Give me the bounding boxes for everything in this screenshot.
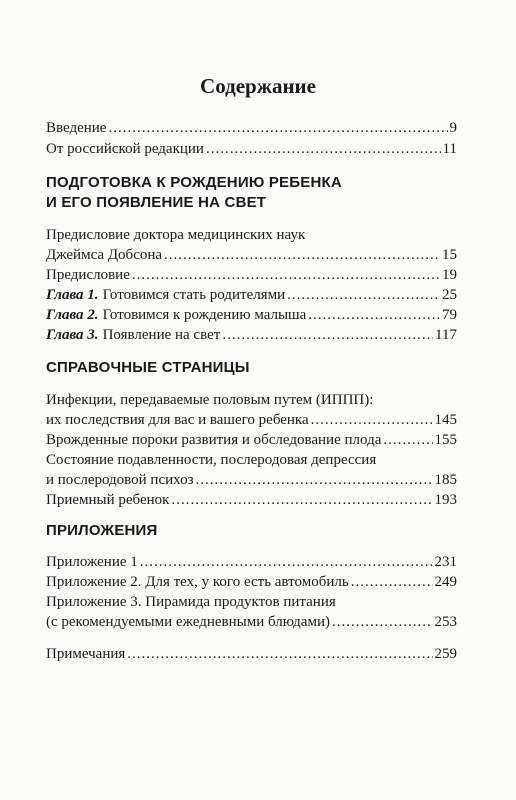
entry-page: 15: [442, 247, 457, 263]
entry-label: и послеродовой психоз: [46, 472, 194, 488]
leader-dots: [132, 266, 440, 284]
leader-dots: [351, 573, 433, 591]
entry-page: 155: [434, 432, 457, 448]
toc-entry-chapter-1[interactable]: [46, 286, 457, 304]
entry-label: Джеймса Добсона: [46, 247, 163, 263]
leader-dots: [383, 431, 432, 449]
toc-entry-foreword-line1[interactable]: Предисловие доктора медицинских наук: [46, 227, 306, 243]
toc-entry-appendix-3[interactable]: [46, 613, 457, 631]
entry-page: 25: [442, 287, 457, 303]
entry-page: 185: [434, 472, 457, 488]
entry-label: Приемный ребенок: [46, 492, 170, 508]
toc-entry-appendix-1[interactable]: [46, 553, 457, 571]
leader-dots: [127, 645, 432, 663]
toc-entry-depression[interactable]: [46, 471, 457, 489]
toc-entry-appendix-2[interactable]: [46, 573, 457, 591]
section-heading-appendices: ПРИЛОЖЕНИЯ: [46, 522, 158, 539]
toc-entry-stds-line1[interactable]: Инфекции, передаваемые половым путем (ИППП):: [46, 392, 374, 408]
entry-page: 231: [434, 554, 457, 570]
entry-page: 145: [434, 412, 457, 428]
leader-dots: [287, 286, 440, 304]
chapter-number: Глава 2.: [46, 307, 99, 323]
entry-label: Появление на свет: [102, 327, 221, 343]
chapter-number: Глава 3.: [46, 327, 99, 343]
entry-label: Врожденные пороки развития и обследование плода: [46, 432, 382, 448]
toc-entry-preface[interactable]: [46, 266, 457, 284]
entry-label: Приложение 1: [46, 554, 138, 570]
entry-page: 253: [434, 614, 457, 630]
toc-entry-depression-line1[interactable]: Состояние подавленности, послеродовая депрессия: [46, 452, 377, 468]
entry-page: 79: [442, 307, 457, 323]
entry-label: (с рекомендуемыми ежедневными блюдами): [46, 614, 330, 630]
leader-dots: [140, 553, 433, 571]
entry-label: Предисловие: [46, 267, 130, 283]
toc-entry-adopted-child[interactable]: [46, 491, 457, 509]
entry-label: Примечания: [46, 646, 126, 662]
entry-label: Приложение 2. Для тех, у кого есть автомобиль: [46, 574, 349, 590]
entry-page: 249: [434, 574, 457, 590]
toc-entry-introduction[interactable]: [46, 119, 457, 137]
section-heading-reference: СПРАВОЧНЫЕ СТРАНИЦЫ: [46, 359, 250, 376]
leader-dots: [222, 326, 433, 344]
entry-label: От российской редакции: [46, 141, 204, 157]
leader-dots: [311, 411, 433, 429]
entry-page: 117: [435, 327, 457, 343]
section-heading-preparation-line2: И ЕГО ПОЯВЛЕНИЕ НА СВЕТ: [46, 194, 267, 211]
entry-label: их последствия для вас и вашего ребенка: [46, 412, 309, 428]
toc-entry-foreword[interactable]: [46, 246, 457, 264]
entry-label: Введение: [46, 120, 107, 136]
entry-label: Готовимся к рождению малыша: [102, 307, 307, 323]
leader-dots: [206, 140, 441, 158]
toc-entry-stds[interactable]: [46, 411, 457, 429]
entry-page: 19: [442, 267, 457, 283]
entry-page: 193: [434, 492, 457, 508]
toc-entry-chapter-3[interactable]: [46, 326, 457, 344]
toc-entry-notes[interactable]: [46, 645, 457, 663]
toc-entry-russian-edition[interactable]: [46, 140, 457, 158]
entry-page: 259: [434, 646, 457, 662]
leader-dots: [332, 613, 433, 631]
leader-dots: [108, 119, 447, 137]
entry-page: 11: [442, 141, 457, 157]
leader-dots: [164, 246, 440, 264]
leader-dots: [196, 471, 433, 489]
page-title: Содержание: [200, 74, 316, 98]
leader-dots: [308, 306, 440, 324]
toc-entry-chapter-2[interactable]: [46, 306, 457, 324]
toc-entry-birth-defects[interactable]: [46, 431, 457, 449]
leader-dots: [171, 491, 432, 509]
section-heading-preparation: ПОДГОТОВКА К РОЖДЕНИЮ РЕБЕНКА: [46, 174, 342, 191]
toc-entry-appendix-3-line1[interactable]: Приложение 3. Пирамида продуктов питания: [46, 594, 336, 610]
chapter-number: Глава 1.: [46, 287, 99, 303]
entry-label: Готовимся стать родителями: [102, 287, 286, 303]
entry-page: 9: [449, 120, 457, 136]
